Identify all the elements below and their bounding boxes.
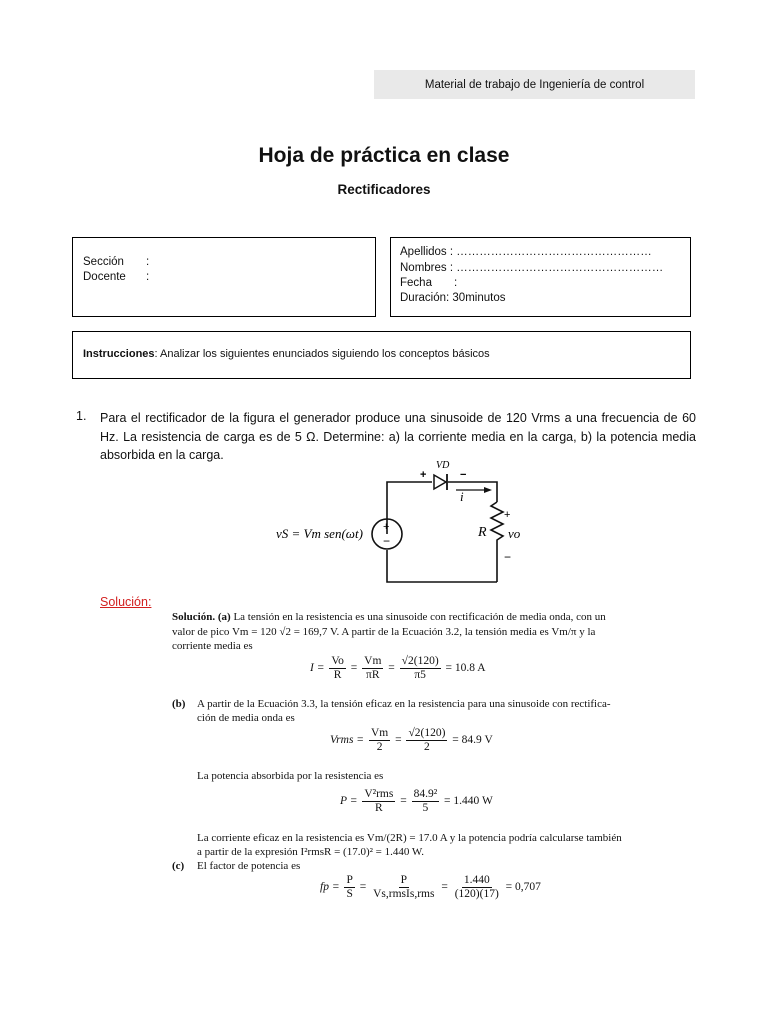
equation-power — [340, 788, 493, 815]
eq1-f2-num: Vm — [364, 655, 382, 667]
eq2-lhs: Vrms = — [330, 734, 365, 747]
eq2-result: = 84.9 V — [452, 734, 493, 747]
question-text: Para el rectificador de la figura el generador produce una sinusoide de 120 Vrms a una frecuencia de 60 Hz. La resistencia de carga es de 5 Ω. Determine: a) la corriente media en la carga, b) la potencia media absorbida en la carga. — [100, 411, 696, 462]
eq1-f1-den: R — [333, 669, 342, 681]
eq3-equals: = — [400, 795, 407, 808]
eq1-f3-den: π5 — [414, 669, 426, 681]
seccion-label: Sección — [83, 256, 124, 268]
circuit-resistor — [491, 502, 503, 582]
eq4-f3-den: (120)(17) — [454, 888, 499, 900]
fecha-label: Fecha — [400, 277, 432, 289]
docente-sep: : — [146, 271, 150, 283]
source-minus: − — [383, 534, 391, 548]
eq4-lhs: fp = — [320, 881, 340, 894]
vo-plus: + — [504, 509, 511, 521]
student-info-box — [390, 237, 691, 317]
solution-b-head — [172, 698, 185, 710]
docente-label: Docente — [83, 271, 126, 283]
instructions-box — [72, 331, 691, 379]
vo-minus: − — [504, 550, 512, 564]
eq2-equals: = — [395, 734, 402, 747]
seccion-field — [83, 255, 149, 271]
vo-label: vo — [508, 526, 521, 541]
eq2-f1-num: Vm — [370, 727, 389, 739]
solution-a-line1 — [172, 611, 642, 623]
section-teacher-box — [72, 237, 376, 317]
fecha-sep: : — [454, 277, 458, 289]
eq1-f1-num: Vo — [331, 655, 344, 667]
solution-a-text2: valor de pico Vm = 120 √2 = 169,7 V. A partir de la Ecuación 3.2, la tensión media es Vm/π y la — [172, 626, 596, 638]
eq3-result: = 1.440 W — [444, 795, 493, 808]
source-plus: + — [383, 521, 390, 533]
seccion-sep: : — [146, 256, 150, 268]
eq4-result: = 0,707 — [505, 881, 541, 894]
eq2-f1-den: 2 — [376, 741, 383, 753]
source-equation: vS = Vm sen(ωt) — [276, 526, 363, 541]
eq2-f2-den: 2 — [424, 741, 430, 753]
solution-power-text: La potencia absorbida por la resistencia es — [197, 770, 384, 782]
eq4-equals: = — [359, 881, 367, 894]
nombres-field: Nombres : ……………………………………………… — [400, 262, 664, 274]
equation-mean-current — [310, 655, 486, 682]
header-material-text: Material de trabajo de Ingeniería de control — [424, 78, 645, 91]
eq4-f3-num: 1.440 — [463, 874, 490, 886]
eq2-f2-num: √2(120) — [408, 727, 446, 739]
solution-c-text1: La corriente eficaz en la resistencia es Vm/(2R) = 17.0 A y la potencia podría calcularse también — [197, 832, 622, 844]
instructions-label: Instrucciones — [83, 348, 155, 360]
solution-a-head: Solución. (a) — [172, 611, 231, 623]
diode-minus: − — [460, 469, 467, 481]
current-label: i — [460, 489, 464, 504]
eq1-f3-num: √2(120) — [401, 655, 439, 667]
eq3-lhs: P = — [340, 795, 358, 808]
page-subtitle: Rectificadores — [337, 182, 431, 197]
solution-label: Solución: — [100, 595, 152, 609]
apellidos-field: Apellidos : …………………………………………… — [400, 246, 652, 258]
solution-a-text3: corriente media es — [172, 640, 253, 652]
eq3-f2-num: 84.9² — [413, 788, 438, 800]
eq4-f2-den: Vs,rmsIs,rms — [373, 888, 435, 900]
circuit-wire-bottom — [387, 550, 497, 582]
eq4-f1-num: P — [346, 874, 353, 886]
page-title: Hoja de práctica en clase — [258, 144, 510, 167]
resistor-label: R — [478, 525, 487, 540]
solution-c-text2: a partir de la expresión I²rmsR = (17.0)² = 1.440 W. — [197, 846, 425, 858]
eq3-f1-den: R — [375, 802, 383, 814]
instructions-line — [83, 348, 490, 360]
equation-power-factor — [320, 874, 541, 901]
diode-symbol — [434, 474, 447, 490]
eq4-f2-num: P — [400, 874, 407, 886]
diode-plus: + — [420, 469, 427, 481]
equation-rms-voltage — [330, 727, 493, 754]
solution-b-text1: A partir de la Ecuación 3.3, la tensión eficaz en la resistencia para una sinusoide con rectifica- — [197, 698, 611, 710]
question-number: 1. — [76, 409, 87, 423]
duracion-field: Duración: 30minutos — [400, 292, 506, 304]
header-material-box — [374, 70, 695, 99]
eq1-f2-den: πR — [366, 669, 380, 681]
eq1-equals: = — [350, 662, 358, 675]
instructions-text: : Analizar los siguientes enunciados siguiendo los conceptos básicos — [154, 348, 490, 360]
fecha-field — [400, 276, 457, 292]
solution-b-text2: ción de media onda es — [197, 712, 295, 724]
solution-a-text1: La tensión en la resistencia es una sinusoide con rectificación de media onda, con un — [233, 611, 606, 623]
solution-b-head-text: (b) — [172, 698, 186, 710]
solution-c-text3: El factor de potencia es — [197, 860, 301, 872]
eq3-f1-num: V²rms — [364, 788, 394, 800]
eq4-equals-2: = — [441, 881, 448, 894]
solution-c-head-text: (c) — [172, 860, 185, 872]
eq3-f2-den: 5 — [422, 802, 429, 814]
solution-c-head — [172, 860, 184, 872]
eq1-result: = 10.8 A — [445, 662, 486, 675]
vd-label: VD — [436, 460, 450, 471]
eq1-equals-2: = — [388, 662, 395, 675]
docente-field — [83, 270, 149, 286]
rectifier-circuit-diagram — [270, 458, 530, 588]
circuit-wire-top-right — [448, 482, 497, 502]
circuit-wire-top-left — [387, 482, 432, 534]
eq1-lhs: I = — [310, 662, 325, 675]
eq4-f1-den: S — [346, 888, 353, 900]
